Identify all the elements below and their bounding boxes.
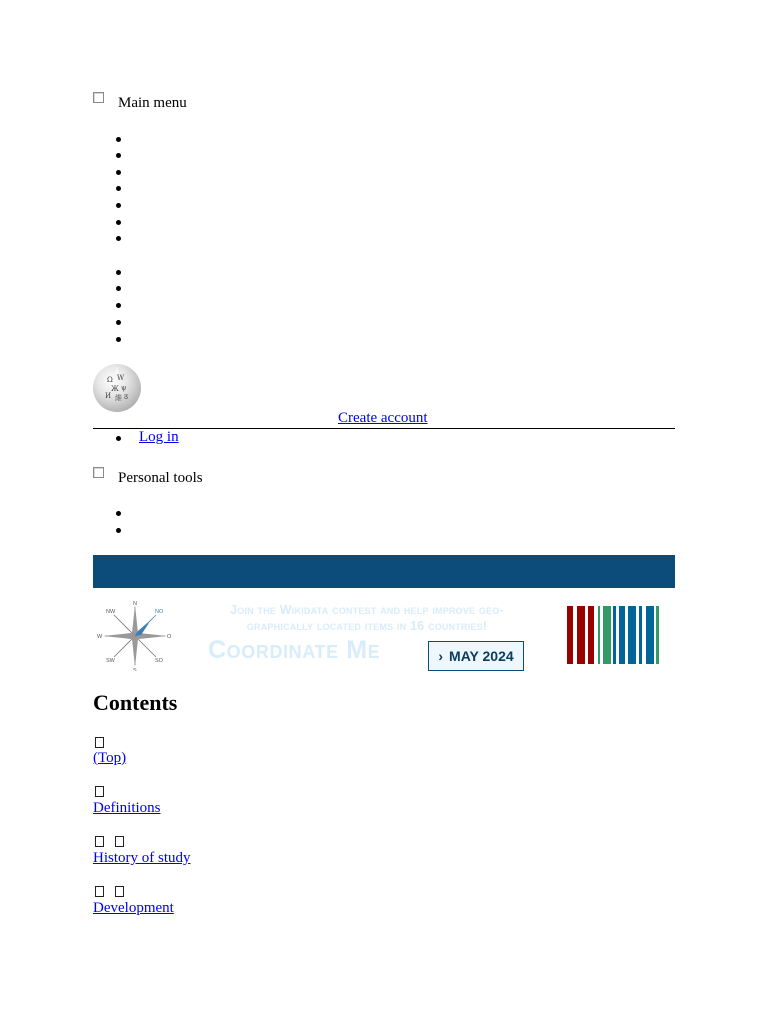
wikipedia-logo-icon[interactable] (93, 364, 141, 412)
compass-sw: SW (106, 658, 115, 664)
list-item (116, 203, 121, 208)
list-item (116, 220, 121, 225)
toc-link-top[interactable]: (Top) (93, 750, 127, 766)
compass-nw: NW (106, 609, 116, 615)
list-item (116, 337, 121, 342)
svg-text:ψ: ψ (121, 384, 127, 392)
toc-toggle-icon (95, 786, 104, 797)
chevron-right-icon: › (438, 648, 444, 664)
toc-toggle-icon (95, 886, 104, 897)
list-item (116, 303, 121, 308)
compass-se: SO (155, 658, 163, 664)
compass-s: S (133, 668, 137, 671)
log-in-link[interactable]: Log in (139, 429, 179, 445)
toc-link-definitions[interactable]: Definitions (93, 800, 161, 816)
banner-title: Coordinate Me (208, 636, 381, 664)
svg-text:維: 維 (115, 394, 122, 402)
wikidata-barcode-logo-icon (567, 606, 667, 664)
svg-text:Ж: Ж (111, 385, 119, 393)
toc-expand-icon[interactable] (115, 836, 124, 847)
contents-heading: Contents (93, 690, 178, 715)
list-item (116, 270, 121, 275)
site-notice-bar (93, 555, 675, 588)
banner-date-button[interactable] (428, 641, 524, 671)
list-item (116, 153, 121, 158)
toc-expand-icon[interactable] (115, 886, 124, 897)
list-item (116, 320, 121, 325)
banner-tagline-line2: graphically located items in 16 countries! (246, 619, 488, 633)
create-account-link[interactable]: Create account (338, 410, 428, 426)
personal-tools-label[interactable]: Personal tools (118, 470, 203, 486)
list-item (116, 186, 121, 191)
main-menu-label[interactable]: Main menu (118, 95, 187, 111)
list-item (116, 436, 121, 441)
banner-tagline-line1: Join the Wikidata contest and help improve geo- (230, 603, 504, 617)
svg-text:ठ: ठ (124, 393, 129, 401)
personal-tools-checkbox[interactable] (93, 467, 104, 478)
list-item (116, 528, 121, 533)
toc-toggle-icon (95, 737, 104, 748)
toc-link-development[interactable]: Development (93, 900, 174, 916)
list-item (116, 236, 121, 241)
svg-text:Ω: Ω (107, 376, 113, 384)
svg-text:W: W (117, 374, 125, 382)
banner-tagline (185, 602, 549, 634)
header-divider (93, 428, 675, 429)
main-menu-checkbox[interactable] (93, 92, 104, 103)
contest-banner[interactable] (93, 596, 675, 672)
toc-link-history-of-study[interactable]: History of study (93, 850, 191, 866)
list-item (116, 286, 121, 291)
list-item (116, 137, 121, 142)
svg-text:И: И (105, 392, 112, 400)
compass-ne: NO (155, 609, 164, 615)
list-item (116, 170, 121, 175)
compass-n: N (133, 601, 137, 607)
compass-e: O (167, 634, 172, 640)
banner-date-label: MAY 2024 (449, 648, 514, 664)
compass-w: W (97, 634, 103, 640)
list-item (116, 511, 121, 516)
compass-rose-icon (97, 599, 173, 671)
toc-toggle-icon (95, 836, 104, 847)
